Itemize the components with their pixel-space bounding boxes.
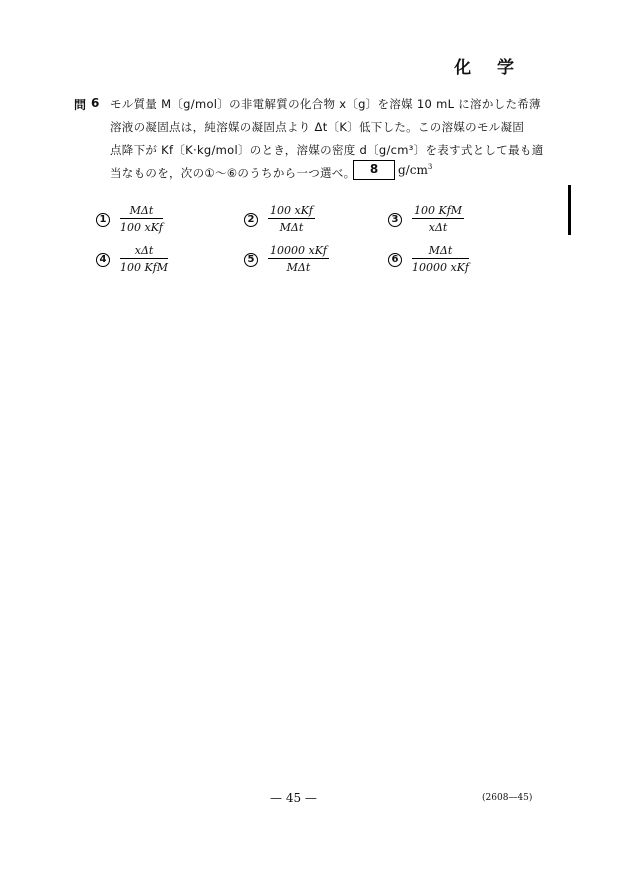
fraction-denominator: 100 xKf [120, 221, 163, 234]
choice-6[interactable] [388, 244, 568, 280]
choice-fraction [268, 244, 329, 274]
fraction-denominator: MΔt [279, 221, 304, 234]
page-number: — 45 — [270, 791, 317, 805]
fraction-numerator: 10000 xKf [270, 244, 327, 257]
choice-number: 4 [96, 253, 110, 267]
choice-3[interactable] [388, 204, 568, 240]
fraction-denominator: 100 KfM [120, 261, 169, 274]
subject-header: 化 学 [454, 58, 524, 78]
question-number: 6 [91, 96, 100, 110]
fraction-denominator: 10000 xKf [412, 261, 469, 274]
choice-fraction [120, 204, 163, 234]
document-code: (2608—45) [482, 793, 533, 803]
unit-superscript: 3 [427, 163, 433, 171]
question-label: 問 [74, 98, 87, 112]
choice-number: 5 [244, 253, 258, 267]
question-line-2: 溶液の凝固点は，純溶媒の凝固点より Δt〔K〕低下した。この溶媒のモル凝固 [110, 120, 525, 134]
question-line-3: 点降下が Kf〔K·kg/mol〕のとき，溶媒の密度 d〔g/cm³〕を表す式として最も適 [110, 143, 544, 157]
choice-fraction [268, 204, 315, 234]
fraction-denominator: xΔt [428, 221, 448, 234]
choice-fraction [120, 244, 168, 274]
fraction-numerator: xΔt [120, 244, 168, 259]
choice-number: 1 [96, 213, 110, 227]
choice-number: 2 [244, 213, 258, 227]
fraction-denominator: MΔt [286, 261, 311, 274]
margin-marker-bar [568, 185, 571, 235]
fraction-numerator: 100 KfM [414, 204, 463, 217]
fraction-numerator: 100 xKf [270, 204, 313, 217]
answer-box: 8 [353, 160, 395, 180]
choice-number: 6 [388, 253, 402, 267]
unit-text: g/cm [398, 163, 428, 177]
question-line-4: 当なものを，次の①〜⑥のうちから一つ選べ。 [110, 166, 356, 180]
choice-fraction [412, 204, 464, 234]
fraction-numerator: MΔt [120, 204, 163, 219]
answer-unit [398, 163, 432, 177]
choice-number: 3 [388, 213, 402, 227]
choice-fraction [412, 244, 469, 274]
fraction-numerator: MΔt [412, 244, 469, 259]
question-line-1: モル質量 M〔g/mol〕の非電解質の化合物 x〔g〕を溶媒 10 mL に溶かした希薄 [110, 97, 541, 111]
